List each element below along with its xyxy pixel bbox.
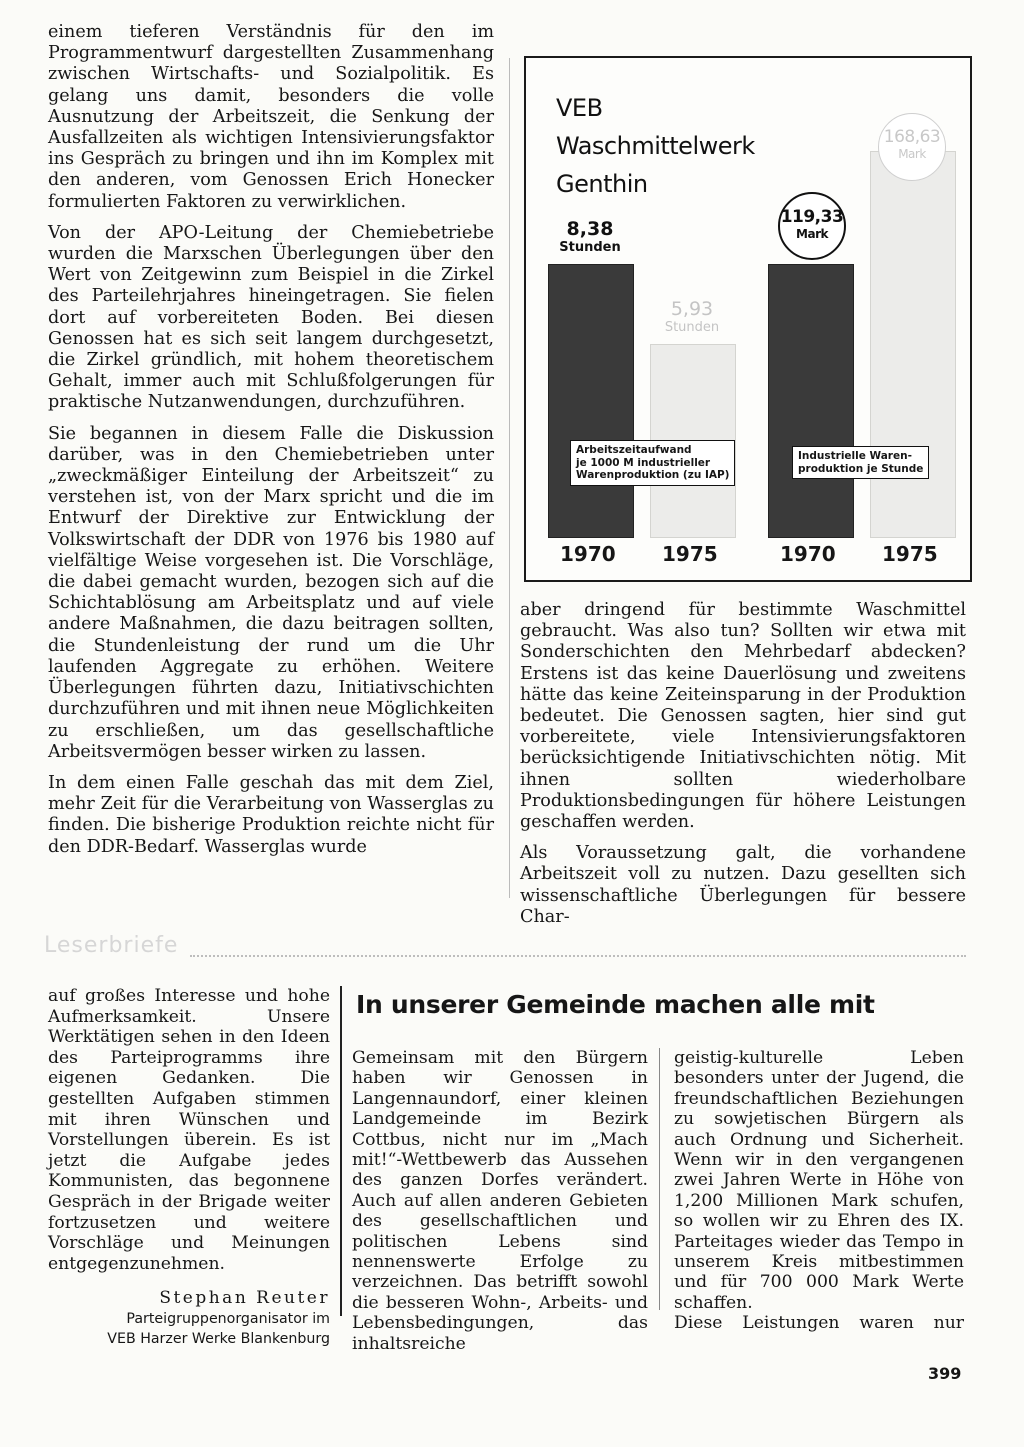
unit-text: Stunden [559,240,621,255]
letter2-column-1 [352,1048,648,1354]
letter2-column-2 [674,1048,964,1334]
section-label: Leserbriefe [44,933,179,958]
section-rule [190,955,966,957]
chart-category-label: 1975 [662,542,718,566]
value-text: 5,93 [670,297,714,320]
letter-text: auf großes Interesse und hohe Aufmerksamkeit. Unsere Werktätigen sehen in den Ideen des Parteiprogramms ihre eigenen Gedanken. Die gestellten Aufgaben stimmen mit ihren Wünschen und Vorstellungen überein. Es ist jetzt die Aufgabe jedes Kommunisten, das begonnene Gespräch in der Brigade weiter fortzusetzen und weitere Vorschläge und Meinungen entgegenzunehmen. [48,986,330,1274]
chart-bar [870,151,956,538]
letter-headline: In unserer Gemeinde machen alle mit [356,990,875,1019]
column-divider [340,986,342,1316]
chart-title-line-1: VEB [556,94,603,122]
chart-legend-box [792,446,929,479]
column-divider [509,58,510,898]
legend-line: produktion je Stunde [798,462,924,475]
value-text: 119,33 [780,206,844,227]
unit-text: Mark [796,226,828,241]
legend-line: Arbeitszeitaufwand [576,444,692,456]
author-role-line-2: VEB Harzer Werke Blankenburg [107,1330,330,1347]
paragraph: Von der APO-Leitung der Chemiebetriebe wurden die Marxschen Überlegungen über den Wert von Zeitgewinn zum Beispiel in die Zirkel des Parteilehrjahres hineingetragen. Sie fielen dort auf vorbereiteten Boden. Bei diesen Genossen hat es sich seit langem durchgesetzt, die Zirkel gründlich, mit hohem theoretischem Gehalt, immer auch mit Schlußfolgerungen für praktische Nutzanwendungen, durchzuführen. [48,222,494,413]
chart-legend-box [570,440,735,486]
unit-text: Stunden [664,319,720,335]
chart-title-line-3: Genthin [556,170,648,198]
paragraph: In dem einen Falle geschah das mit dem Ziel, mehr Zeit für die Verarbeitung von Wasserglas zu finden. Die bisherige Produktion reichte nicht für den DDR-Bedarf. Wasserglas wurde [48,772,494,857]
article-column-2 [520,600,966,938]
chart-value-label [548,218,632,255]
chart-bar [548,264,634,538]
legend-line: Industrielle Waren- [798,450,912,462]
letter2-text: Gemeinsam mit den Bürgern haben wir Genossen in Langennaundorf, einer kleinen Landgemeinde im Bezirk Cottbus, nicht nur im „Mach mit!“-Wettbewerb das Aussehen des ganzen Dorfes verändert. Auch auf allen anderen Gebieten des gesellschaftlichen und politischen Lebens sind nennenswerte Erfolge zu verzeichnen. Das betrifft sowohl die besseren Wohn-, Arbeits- und Lebensbedingungen, das inhaltsreiche [352,1048,648,1354]
paragraph: Sie begannen in diesem Falle die Diskussion darüber, was in den Chemiebetrieben unter „zweckmäßiger Einteilung der Arbeitszeit“ zu verstehen ist, von der Marx spricht und die im Entwurf der Direktive zur Entwicklung der Volkswirtschaft der DDR von 1976 bis 1980 auf vielfältige Weise vorgesehen ist. Die Vorschläge, die dabei gemacht wurden, bezogen sich auf die Schichtablösung am Arbeitsplatz und auf viele andere Maßnahmen, die dazu beitragen sollten, die Stundenleistung der rund um die Uhr laufenden Aggregate zu erhöhen. Weitere Überlegungen führten dazu, Initiativschichten durchzuführen und mit ihnen neue Möglichkeiten zu erschließen, um das gesellschaftliche Arbeitsvermögen besser wirken zu lassen. [48,423,494,762]
chart-value-label [778,192,846,260]
chart-title-line-2: Waschmittelwerk [556,132,755,160]
chart-category-label: 1975 [882,542,938,566]
chart-category-label: 1970 [560,542,616,566]
author-role-line-1: Parteigruppenorganisator im [126,1310,330,1327]
paragraph: Als Voraussetzung galt, die vorhandene Arbeitszeit voll zu nutzen. Dazu gesellten sich wissenschaftliche Überlegungen für bessere Char- [520,843,966,927]
chart-bar [768,264,854,538]
page-number: 399 [928,1364,962,1383]
chart-value-label [650,298,734,335]
legend-line: je 1000 M industrieller [576,456,711,469]
chart-category-label: 1970 [780,542,836,566]
paragraph: einem tieferen Verständnis für den im Programmentwurf dargestellten Zusammenhang zwischen Wirtschafts- und Sozialpolitik. Es gelang uns damit, besonders die volle Ausnutzung der Arbeitszeit, die Senkung der Ausfallzeiten als wichtigen Intensivierungsfaktor ins Gespräch zu bringen und ihn im Komplex mit den anderen, vom Genossen Erich Honecker formulierten Faktoren zu verwirklichen. [48,22,494,212]
letter2-text-continued: Diese Leistungen waren nur [674,1313,964,1334]
legend-line: Warenproduktion (zu IAP) [576,469,730,481]
bar-chart [524,56,972,582]
value-text: 8,38 [566,218,614,240]
value-text: 168,63 [883,127,941,147]
column-divider [659,1048,660,1310]
article-column-1 [48,22,494,868]
letter-author: Stephan Reuter [159,1288,330,1309]
chart-value-label [878,113,946,181]
letter2-text: geistig-kulturelle Leben besonders unter der Jugend, die freundschaftlichen Beziehungen zu sowjetischen Bürgern als auch Ordnung und Sicherheit. Wenn wir in den vergangenen zwei Jahren Werte in Höhe von 1,200 Millionen Mark schufen, so wollen wir zu Ehren des IX. Parteitages wieder das Tempo in unserem Kreis mitbestimmen und für 700 000 Mark Werte schaffen. [674,1048,964,1313]
paragraph: aber dringend für bestimmte Waschmittel gebraucht. Was also tun? Sollten wir etwa mit Sonderschichten den Mehrbedarf abdecken? Erstens ist das keine Dauerlösung und zweitens hätte das keine Zeiteinsparung in der Produktion bedeutet. Die Genossen sagten, hier sind gut vorbereitete, viele Intensivierungsfaktoren berücksichtigende Initiativschichten nötig. Mit ihnen sollten wiederholbare Produktionsbedingungen für höhere Leistungen geschaffen werden. [520,600,966,833]
letter-end [48,986,330,1349]
unit-text: Mark [898,147,926,161]
